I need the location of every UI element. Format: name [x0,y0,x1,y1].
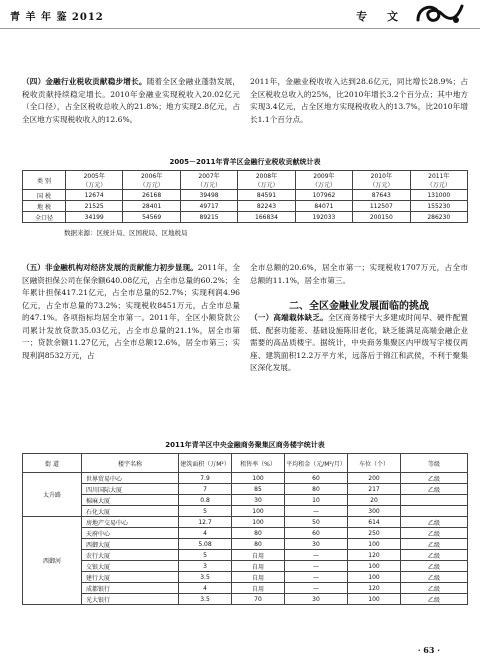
table-cell [401,495,468,506]
table-cell: 4 [179,528,232,539]
tax-contribution-table [22,170,468,223]
table-cell: 84071 [295,201,352,212]
table-cell: 乙级 [401,484,468,495]
header-text: （万元） [254,182,279,189]
table-cell: 26168 [123,190,180,201]
table-cell: 3.5 [179,594,232,605]
table-header-cell: 租售率（%） [232,454,285,473]
page-number: · 63 · [417,645,440,655]
header-text: （万元） [197,182,222,189]
paragraph-finance-tax [22,76,240,126]
table-cell: 166834 [238,212,295,223]
table-cell: 84591 [238,190,295,201]
swirl-logo-icon [412,0,468,28]
header-text: （万元） [139,182,164,189]
table-cell: 70 [232,594,285,605]
table-cell: 30 [285,594,348,605]
table-row [23,528,468,539]
table-cell: 120 [348,583,401,594]
table-cell [401,506,468,517]
table-cell: 10 [285,495,348,506]
table-header-cell: 等级 [401,454,468,473]
header-text: 2007年 [198,173,220,180]
table-cell: 250 [348,528,401,539]
table-cell: 100 [232,473,285,484]
table-cell: 131000 [410,190,467,201]
table-cell: 100 [232,506,285,517]
table-cell: 乙级 [401,583,468,594]
paragraph-body: 随着全区金融业蓬勃发展，税收贡献持续稳定增长。2010年金融业实现税收入20.02亿元（全口径），占全区税收总收入的21.8%；地方实现2.8亿元，占全区地方实现税收收入的12.6%。 [22,77,241,124]
table-cell: 乙级 [401,572,468,583]
table-header-cell: 楼宇名称 [82,454,179,473]
table-cell: — [285,572,348,583]
running-header-right: 专 文 [356,10,406,23]
table-header-cell: 类 别 [23,171,66,190]
table-row [23,550,468,561]
table-cell: 80 [285,484,348,495]
table-cell: 100 [348,561,401,572]
table-cell: 乙级 [401,528,468,539]
table-cell: 光大银行 [82,594,179,605]
table-cell: 全口径 [23,212,66,223]
table-cell: 30 [285,539,348,550]
table-cell: 自用 [232,572,285,583]
table-row [23,539,468,550]
table-header-cell: 平均租金（元/M²/月） [285,454,348,473]
paragraph-challenge [250,312,468,375]
header-text: 2008年 [255,173,278,180]
table-cell: 54569 [123,212,180,223]
paragraph-continued: 全市总额的20.6%，居全市第一；实现税收1707万元，占全市总额的11.1%，居全市第三。 [250,263,468,285]
table-cell: 28401 [123,201,180,212]
table-cell: 39498 [180,190,237,201]
table-cell: 60 [285,528,348,539]
table-cell: 60 [285,473,348,484]
header-text: （万元） [369,182,394,189]
table1-caption: 2005－2011年青羊区金融行业税收贡献统计表 [169,158,321,166]
table-header-cell: 车位（个） [348,454,401,473]
table-cell: 石化大厦 [82,506,179,517]
table-cell: 3.5 [179,572,232,583]
table-cell: 155230 [410,201,467,212]
table-cell: 建行大厦 [82,572,179,583]
table-cell: 82243 [238,201,295,212]
table-cell: 80 [232,539,285,550]
table-row [23,201,468,212]
table-header-cell [123,171,180,190]
header-text: 2005年 [83,173,105,180]
table-cell: 天府中心 [82,528,179,539]
table-cell: 成都银行 [82,583,179,594]
table-cell: 自用 [232,583,285,594]
paragraph-body: 全区商务楼宇大多建成时间早、硬件配置低、配套功能差、基础设施陈旧老化，缺乏能满足高端金融企业需要的高品质楼宇。据统计，中央商务集聚区内甲级写字楼仅两座、建筑面积12.2万平方米，远落后于锦江和武侯，不利于聚集区深化发展。 [250,313,469,372]
table-cell: 世界贸易中心 [82,473,179,484]
table-header-cell [238,171,295,190]
table-header-cell: 建筑面积（万M²） [179,454,232,473]
table-cell: 87643 [353,190,410,201]
table-header-cell [353,171,410,190]
table-cell: 80 [232,528,285,539]
table-cell: 100 [348,539,401,550]
table-cell: — [285,583,348,594]
table-cell: 50 [285,517,348,528]
header-text: （万元） [426,182,451,189]
header-text: 2006年 [140,173,163,180]
table-cell: 120 [348,550,401,561]
table-header-cell [410,171,467,190]
table-cell: 200 [348,473,401,484]
table-cell: 4 [179,583,232,594]
table-row [23,484,468,495]
header-text: 2009年 [313,173,335,180]
table-cell: 286230 [410,212,467,223]
paragraph-heading: （一）高端载体缺乏。 [250,313,328,322]
table-cell: 乙级 [401,561,468,572]
header-text: 2010年 [370,173,392,180]
table-cell: 34199 [66,212,123,223]
table-row [23,572,468,583]
office-building-table [22,453,468,605]
table-header-cell [295,171,352,190]
table-cell: 房地产交易中心 [82,517,179,528]
table-cell: 100 [348,572,401,583]
table-row [23,594,468,605]
running-header-left: 青 羊 年 鉴 2012 [10,12,104,23]
table-cell: 49717 [180,201,237,212]
paragraph-heading: （四）金融行业税收贡献稳步增长。 [22,77,147,86]
table-cell: 乙级 [401,473,468,484]
table-cell: 7 [179,484,232,495]
section-title: 二、全区金融业发展面临的挑战 [289,301,429,312]
table-header-cell [66,171,123,190]
table-cell: — [285,550,348,561]
table-row [23,517,468,528]
table-cell: 地 税 [23,201,66,212]
paragraph-heading: （五）非金融机构对经济发展的贡献能力初步显现。 [22,263,198,272]
table-row [23,495,468,506]
table-cell: 交银大厦 [82,561,179,572]
header-text: （万元） [82,182,107,189]
table-cell: 四川国际大厦 [82,484,179,495]
table-cell: 300 [348,506,401,517]
table-cell: 112507 [353,201,410,212]
paragraph-body: 2011年，全区融资担保公司在保余额640.08亿元，占全市总量的60.2%；全年累计担保417.21亿元，占全市总量的52.7%；实现利润4.96亿元，占全市总量的73.2%；实现税收8451万元，占全市总量的47.1%。各项指标均居全市第一。2011年，全区小额贷款公司累计发放贷款35.03亿元，占全市总量的21.1%，居全市第一；贷款余额11.27亿元，占全市总额12.6%，居全市第三；实现利润8532万元，占 [22,263,240,360]
header-text: 2011年 [428,173,450,180]
table2-caption: 2011年青羊区中央金融商务聚集区商务楼宇统计表 [165,441,325,449]
table-cell: 5 [179,506,232,517]
table-cell: 12674 [66,190,123,201]
table-cell: 3 [179,561,232,572]
table-cell: 自用 [232,561,285,572]
table-cell: 5.08 [179,539,232,550]
table-cell: 乙级 [401,594,468,605]
header-text: （万元） [311,182,336,189]
table-cell: — [285,561,348,572]
table-cell: 乙级 [401,550,468,561]
table-cell: 西御大厦 [82,539,179,550]
table-cell: 5 [179,550,232,561]
table-cell: 21525 [66,201,123,212]
table-cell: 农行大厦 [82,550,179,561]
table-cell: — [285,506,348,517]
table-cell: 100 [232,517,285,528]
table-cell: 国 税 [23,190,66,201]
paragraph-2011-tax: 2011年，金融业税收收入达到28.6亿元，同比增长28.9%；占全区税收总收入的25%，比2010年增长3.2个百分点；其中地方实现3.4亿元，占全区地方实现税收收入的13.7%，比2010年增长1.1个百分点。 [250,77,468,124]
table-header-cell: 街 道 [23,454,82,473]
table-cell: 乙级 [401,539,468,550]
table-cell: 乙级 [401,517,468,528]
table-row [23,473,468,484]
table-row [23,506,468,517]
table-cell: 192033 [295,212,352,223]
table-row [23,583,468,594]
table-cell: 100 [348,594,401,605]
header-rule [0,28,480,29]
table-cell: 85 [232,484,285,495]
street-cell: 太升路 [23,473,82,517]
street-cell: 西御河 [23,517,82,605]
table-row [23,190,468,201]
paragraph-nonfinance [22,262,240,362]
table-cell: 0.8 [179,495,232,506]
table-cell: 自用 [232,550,285,561]
table1-source: 数据来源：区统计局、区国税局、区地税局 [64,229,188,237]
table-row [23,561,468,572]
table-header-cell [180,171,237,190]
table-cell: 200150 [353,212,410,223]
table-cell: 89215 [180,212,237,223]
table-row [23,212,468,223]
table-cell: 7.9 [179,473,232,484]
table-cell: 20 [348,495,401,506]
table-cell: 217 [348,484,401,495]
table-cell: 12.7 [179,517,232,528]
table-cell: 107962 [295,190,352,201]
table-cell: 棉麻大厦 [82,495,179,506]
table-cell: 614 [348,517,401,528]
table-cell: 30 [232,495,285,506]
